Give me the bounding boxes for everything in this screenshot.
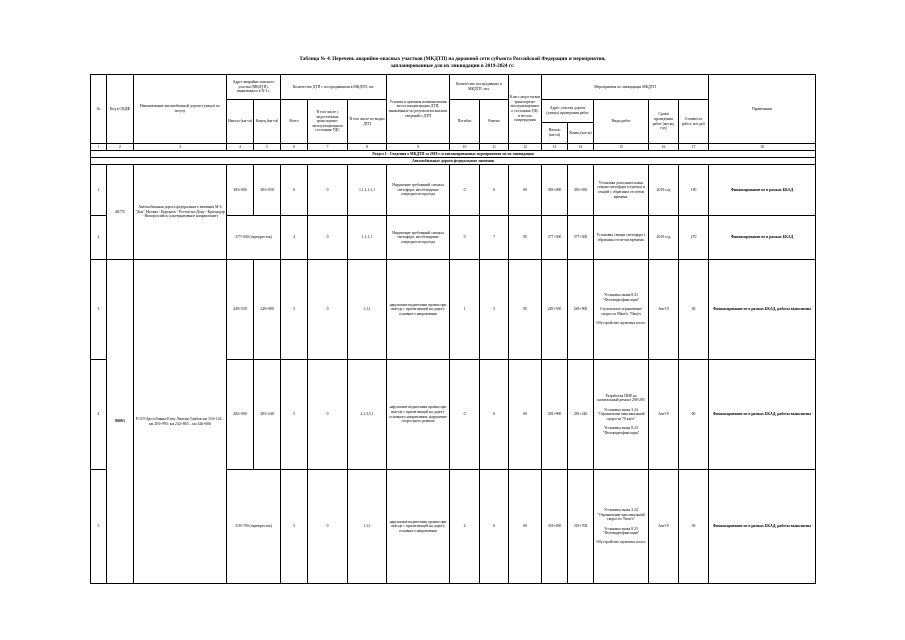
header-total: Всего: [281, 100, 308, 144]
work-term: Jun-19: [649, 470, 679, 584]
start-km: 318+700 (перекресток): [227, 470, 281, 584]
start-km: 377+500 (перекресток): [227, 216, 281, 260]
header-injured: Ранено: [480, 100, 509, 144]
start-km: 282+900: [227, 360, 254, 470]
header-end: Конец (км+м): [254, 100, 281, 144]
road-name: Автомобильная дорога федерального значения М-4 "Дон" Москва - Воронеж - Ростов-на-Дону - Краснодар - Новороссийск (альтернативное направление): [134, 165, 227, 260]
note: Финансирование не в рамках БКАД, работы выполнены: [709, 260, 816, 360]
dtp-types: 2,1,3,5,1: [348, 360, 387, 470]
col-number: 2: [107, 144, 134, 151]
dtp-total: 3: [281, 470, 308, 584]
measure-start: 249+550: [542, 260, 568, 360]
work-type: Установка секции светофора с обратным отсчетом времени.: [594, 216, 649, 260]
conditions: Нарушение требований сигнала светофора, несоблюдение очередности проезда: [387, 216, 450, 260]
cost: 270: [679, 216, 709, 260]
dtp-total: 4: [281, 216, 308, 260]
road-name: Р-119 Орел-Ливны-Елец-Липецк-Тамбов км 154+124 – км 203+993; км 232+865 – км 326+606: [134, 260, 227, 584]
work-term: Jun-19: [649, 360, 679, 470]
work-term: 2019 год: [649, 165, 679, 216]
start-km: 383+000: [227, 165, 254, 216]
cost: 60: [679, 360, 709, 470]
subsection-title: Автомобильные дороги федерального значения: [91, 158, 816, 165]
column-numbers-row: [91, 144, 816, 151]
table-title: [0, 56, 905, 70]
col-number: 18: [709, 144, 816, 151]
section-title: Раздел 1 - Сведения о МКДТП за 2018 г. и запланированных мероприятиях по их ликвидации: [91, 151, 816, 158]
dtp-types: 1,1,1,1,1,1: [348, 165, 387, 216]
killed: 0: [450, 216, 480, 260]
road-kod: 46775: [107, 165, 134, 260]
level: 00: [509, 360, 542, 470]
level: 00: [509, 216, 542, 260]
level: 00: [509, 260, 542, 360]
header-work-type: Виды работ: [594, 100, 649, 144]
measure-start: 282+900: [542, 360, 568, 470]
end-km: 249+900: [254, 260, 281, 360]
work-type: Установка дополнительных секции светофора (стрелка) и секций с обратным отсчетом времени.: [594, 165, 649, 216]
dtp-total: 6: [281, 165, 308, 216]
header-victims: Количество пострадавших в МКДТП, чел.: [450, 75, 509, 100]
killed: 1: [450, 260, 480, 360]
header-work-address: Адрес участка дороги (улицы) проведения работ: [542, 100, 594, 123]
dtp-total: 5: [281, 360, 308, 470]
header-conditions: Условия и причины возникновения места концентрации ДТП, выявленные по результатам анализа сведений о ДТП: [387, 75, 450, 144]
header-measures: Мероприятия по ликвидации МКДТП: [542, 75, 709, 100]
header-dtp-count: Количество ДТП с пострадавшими в МКДТП, шт.: [281, 75, 387, 100]
conditions: нарушение водителями правил при выезде с прилегающей на дорогу основного направления: [387, 470, 450, 584]
header-incl-types: В том числе по видам ДТП: [348, 100, 387, 144]
measure-start: 318+650: [542, 470, 568, 584]
header-killed: Погибло: [450, 100, 480, 144]
row-num: 4: [91, 360, 107, 470]
col-number: 14: [568, 144, 594, 151]
row-num: 5: [91, 470, 107, 584]
killed: 0: [450, 165, 480, 216]
header-kod: Код в СКДФ: [107, 75, 134, 144]
header-work-term: Сроки проведения работ (месяц, год): [649, 100, 679, 144]
col-number: 8: [348, 144, 387, 151]
dtp-total: 3: [281, 260, 308, 360]
injured: 6: [480, 360, 509, 470]
col-number: 10: [450, 144, 480, 151]
level: 00: [509, 470, 542, 584]
dtp-types: 1,1,1,1: [348, 216, 387, 260]
col-number: 11: [480, 144, 509, 151]
injured: 6: [480, 470, 509, 584]
header-level: Класс недостатков транспортно-эксплуатационного состояния УДС в местах повреждения: [509, 75, 542, 144]
header-with-defects: В том числе с недостатками транспортно-эксплуатационного состояния УДС: [308, 100, 348, 144]
col-number: 3: [134, 144, 227, 151]
table-row: [91, 165, 816, 216]
killed: 4: [450, 470, 480, 584]
col-number: 9: [387, 144, 450, 151]
measure-end: 283+240: [568, 360, 594, 470]
dtp-types: 1,1,1: [348, 470, 387, 584]
table-row: [91, 260, 816, 360]
measure-end: 318+700: [568, 470, 594, 584]
cost: 30: [679, 470, 709, 584]
work-type: Установка знака 3.24 "Ограничение максимальной скорости 70км/ч" Установка знака 8.23 "Фотовидеофиксация" Обустройство шумовых полос: [594, 470, 649, 584]
col-number: 6: [281, 144, 308, 151]
col-number: 17: [679, 144, 709, 151]
injured: 6: [480, 165, 509, 216]
header-road-name: Наименование автомобильной дороги (улицы) по титулу: [134, 75, 227, 144]
col-number: 4: [227, 144, 254, 151]
work-type: Установка знака 8.23 "Фотовидеофиксация" Ступенчатое ограничение скорости 90км/ч, 70км/ч Обустройство шумовых полос: [594, 260, 649, 360]
level: 00: [509, 165, 542, 216]
col-number: 16: [649, 144, 679, 151]
measure-end: 377+500: [568, 216, 594, 260]
dtp-types: 1,1,1: [348, 260, 387, 360]
work-term: Jun-19: [649, 260, 679, 360]
header-num: №: [91, 75, 107, 144]
col-number: 5: [254, 144, 281, 151]
start-km: 249+550: [227, 260, 254, 360]
measure-end: 383+050: [568, 165, 594, 216]
dtp-with-defects: 0: [308, 165, 348, 216]
note: Финансирование не в рамках БКАД: [709, 165, 816, 216]
header-cost: Стоимость работ, тыс руб: [679, 100, 709, 144]
injured: 7: [480, 216, 509, 260]
col-number: 12: [509, 144, 542, 151]
measure-end: 249+900: [568, 260, 594, 360]
mkdtp-table: [90, 74, 816, 584]
col-number: 13: [542, 144, 568, 151]
conditions: Нарушение требований сигнала светофора, несоблюдение очередности проезда: [387, 165, 450, 216]
note: Финансирование не в рамках БКАД, работы выполнены: [709, 470, 816, 584]
row-num: 2: [91, 216, 107, 260]
header-m-end: Конец (км+м): [568, 123, 594, 144]
note: Финансирование не в рамках БКАД: [709, 216, 816, 260]
conditions: нарушение водителями правил при выезде с прилегающей на дорогу основного направления: [387, 260, 450, 360]
conditions: нарушение водителями правил при выезде с прилегающей на дорогу основного направления, нарушение скоростного режима: [387, 360, 450, 470]
col-number: 7: [308, 144, 348, 151]
cost: 30: [679, 260, 709, 360]
dtp-with-defects: 0: [308, 470, 348, 584]
measure-start: 383+000: [542, 165, 568, 216]
road-kod: 86863: [107, 260, 134, 584]
header-notes: Примечания: [709, 75, 816, 144]
work-term: 2019 год: [649, 216, 679, 260]
title-line-1: Таблица № 4. Перечень аварийно-опасных участков (МКДТП) на дорожной сети субъекта Российской Федерации и мероприятия,: [299, 56, 606, 62]
end-km: 383+050: [254, 165, 281, 216]
dtp-with-defects: 0: [308, 216, 348, 260]
row-num: 3: [91, 260, 107, 360]
col-number: 1: [91, 144, 107, 151]
cost: 180: [679, 165, 709, 216]
title-line-2: запланированные для их ликвидации в 2019-2024 гг.: [390, 63, 515, 69]
header-address: Адрес аварийно-опасного участка (МКДТП), выявленного в N-1 г: [227, 75, 281, 100]
dtp-with-defects: 0: [308, 360, 348, 470]
dtp-with-defects: 0: [308, 260, 348, 360]
header-m-start: Начало (км+м): [542, 123, 568, 144]
injured: 3: [480, 260, 509, 360]
col-number: 15: [594, 144, 649, 151]
measure-start: 377+500: [542, 216, 568, 260]
note: Финансирование не в рамках БКАД, работы выполнены: [709, 360, 816, 470]
work-type: Разработка ПИР на капитальный ремонт 280-285 Установка знака 3.24 "Ограничение максимальной скорости 70 км/ч" Установка знака 8.23 "Фотовидеофиксация": [594, 360, 649, 470]
killed: 0: [450, 360, 480, 470]
end-km: 283+240: [254, 360, 281, 470]
header-start: Начало (км+м): [227, 100, 254, 144]
row-num: 1: [91, 165, 107, 216]
